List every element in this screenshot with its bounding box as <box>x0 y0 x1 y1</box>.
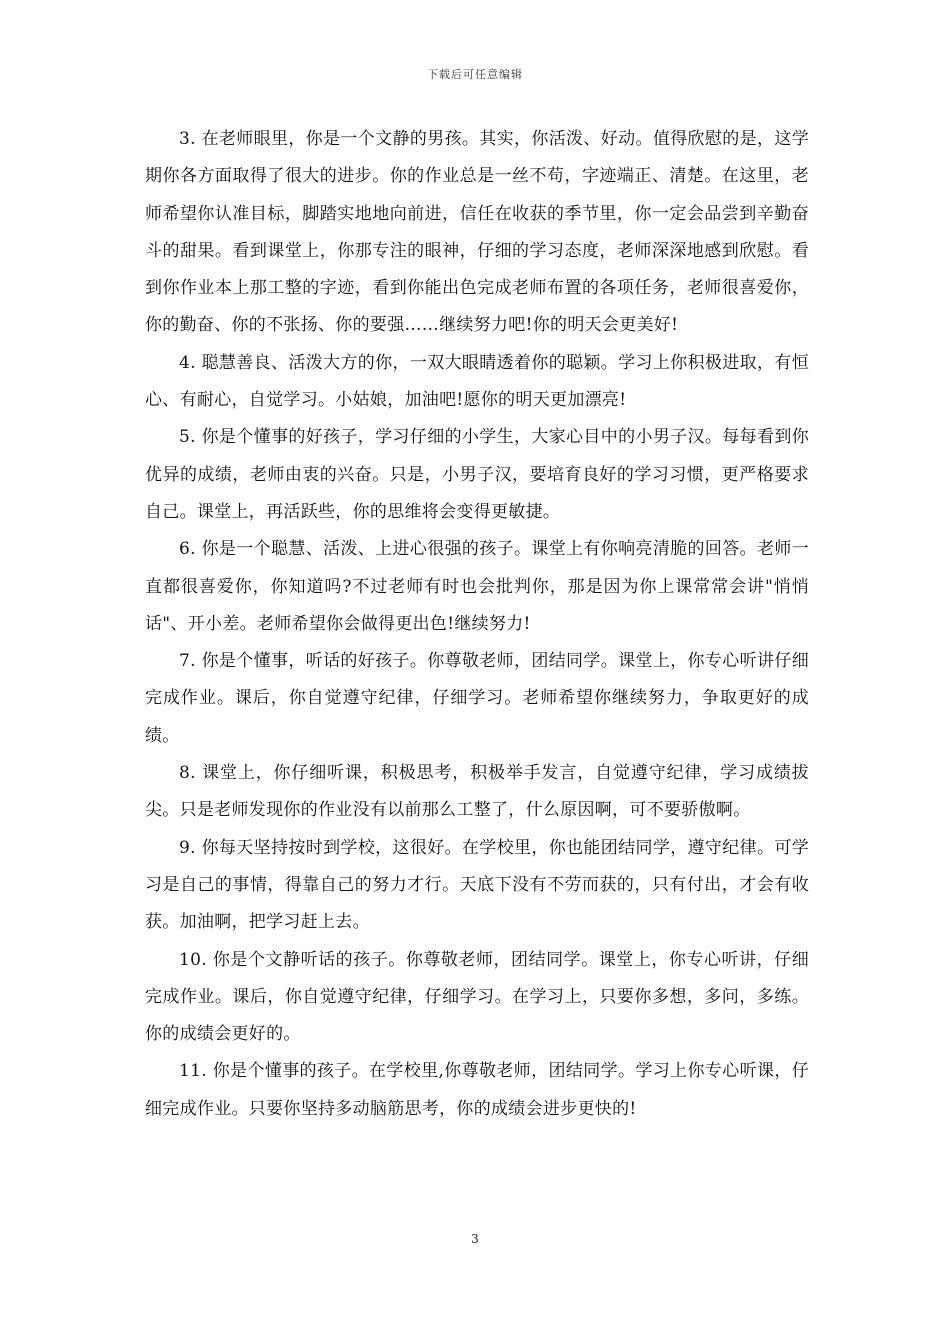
comment-paragraph-4: 4. 聪慧善良、活泼大方的你，一双大眼睛透着你的聪颖。学习上你积极进取，有恒心、有耐心，自觉学习。小姑娘，加油吧!愿你的明天更加漂亮! <box>145 352 809 411</box>
comment-paragraph-10: 10. 你是个文静听话的孩子。你尊敬老师，团结同学。课堂上，你专心听讲，仔细完成作业。课后，你自觉遵守纪律，仔细学习。在学习上，只要你多想，多问，多练。你的成绩会更好的。 <box>145 949 809 1045</box>
page-header: 下载后可任意编辑 <box>427 68 523 81</box>
comment-paragraph-8: 8. 课堂上，你仔细听课，积极思考，积极举手发言，自觉遵守纪律，学习成绩拔尖。只是老师发现你的作业没有以前那么工整了，什么原因啊，可不要骄傲啊。 <box>145 763 809 821</box>
comment-paragraph-3: 3. 在老师眼里，你是一个文静的男孩。其实，你活泼、好动。值得欣慰的是，这学期你各方面取得了很大的进步。你的作业总是一丝不苟，字迹端正、清楚。在这里，老师希望你认准目标，脚踏实地地向前进，信任在收获的季节里，你一定会品尝到辛勤奋斗的甜果。看到课堂上，你那专注的眼神，仔细的学习态度，老师深深地感到欣慰。看到你作业本上那工整的字迹，看到你能出色完成老师布置的各项任务，老师很喜爱你，你的勤奋、你的不张扬、你的要强……继续努力吧!你的明天会更美好! <box>145 129 809 336</box>
comment-paragraph-7: 7. 你是个懂事，听话的好孩子。你尊敬老师，团结同学。课堂上，你专心听讲仔细完成作业。课后，你自觉遵守纪律，仔细学习。老师希望你继续努力，争取更好的成绩。 <box>145 651 809 746</box>
comment-paragraph-5: 5. 你是个懂事的好孩子，学习仔细的小学生，大家心目中的小男子汉。每每看到你优异的成绩，老师由衷的兴奋。只是，小男子汉，要培育良好的学习习惯，更严格要求自己。课堂上，再活跃些，你的思维将会变得更敏捷。 <box>145 427 809 522</box>
comment-paragraph-11: 11. 你是个懂事的孩子。在学校里,你尊敬老师，团结同学。学习上你专心听课，仔细完成作业。只要你坚持多动脑筋思考，你的成绩会进步更快的! <box>145 1061 809 1119</box>
comment-paragraph-9: 9. 你每天坚持按时到学校，这很好。在学校里，你也能团结同学，遵守纪律。可学习是自己的事情，得靠自己的努力才行。天底下没有不劳而获的，只有付出，才会有收获。加油啊，把学习赶上去。 <box>145 837 809 933</box>
document-body <box>145 121 809 1128</box>
comment-paragraph-6: 6. 你是一个聪慧、活泼、上进心很强的孩子。课堂上有你响亮清脆的回答。老师一直都很喜爱你，你知道吗?不过老师有时也会批判你，那是因为你上课常常会讲"悄悄话"、开小差。老师希望你会做得更出色!继续努力! <box>145 539 809 634</box>
page-number: 3 <box>471 1232 479 1246</box>
